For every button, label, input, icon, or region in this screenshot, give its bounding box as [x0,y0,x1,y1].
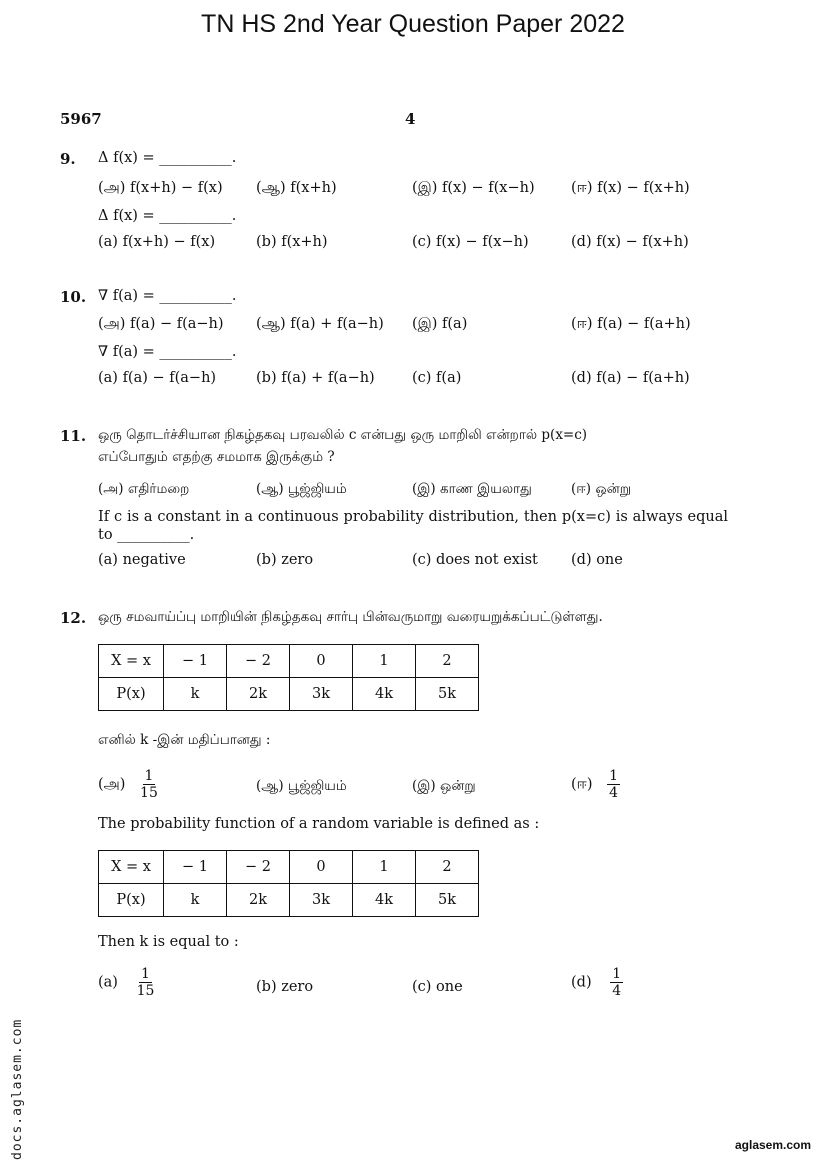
q12-option-en-c: (c) one [412,979,463,995]
q9-stem-english: Δ f(x) = __________. [98,208,237,224]
option-label: (a) [98,974,118,991]
q10-option-ta-d: (ஈ) f(a) − f(a+h) [571,316,691,332]
option-label: (d) [571,974,592,991]
table-cell: X = x [99,851,164,884]
q11-option-ta-c: (இ) காண இயலாது [412,481,532,497]
table-cell: 4k [353,884,416,917]
fraction-denominator: 15 [140,785,158,801]
fraction-denominator: 15 [136,983,155,999]
table-cell: 0 [290,645,353,678]
q12-ask-tamil: எனில் k -இன் மதிப்பானது : [98,732,271,748]
q12-option-ta-a [98,768,160,801]
question-number-9: 9. [60,150,76,168]
q11-stem-tamil-line2: எப்போதும் எதற்கு சமமாக இருக்கும் ? [98,449,335,465]
table-cell: P(x) [99,884,164,917]
q9-stem-tamil: Δ f(x) = __________. [98,150,237,166]
q9-option-en-d: (d) f(x) − f(x+h) [571,234,689,250]
paper-code: 5967 [60,110,102,128]
q11-option-en-c: (c) does not exist [412,552,538,568]
probability-table-english [98,850,479,917]
q12-stem-tamil: ஒரு சமவாய்ப்பு மாறியின் நிகழ்தகவு சார்பு பின்வருமாறு வரையறுக்கப்பட்டுள்ளது. [98,609,603,625]
table-cell: X = x [99,645,164,678]
q10-option-en-c: (c) f(a) [412,370,462,386]
q12-option-ta-b: (ஆ) பூஜ்ஜியம் [256,778,347,794]
q12-option-ta-c: (இ) ஒன்று [412,778,476,794]
table-row [99,678,479,711]
table-cell: 1 [353,851,416,884]
table-row [99,851,479,884]
q11-option-ta-a: (அ) எதிர்மறை [98,481,190,497]
q11-stem-english: If c is a constant in a continuous probability distribution, then p(x=c) is always equal to __________. [98,509,728,543]
q12-ask-english: Then k is equal to : [98,934,239,950]
q12-option-en-d [571,966,623,999]
table-cell: 1 [353,645,416,678]
q10-option-en-d: (d) f(a) − f(a+h) [571,370,690,386]
q9-option-en-b: (b) f(x+h) [256,234,328,250]
q10-option-en-a: (a) f(a) − f(a−h) [98,370,217,386]
q9-option-ta-c: (இ) f(x) − f(x−h) [412,180,535,196]
q12-option-ta-d [571,768,620,801]
page-number: 4 [405,110,416,128]
table-cell: 2 [416,851,479,884]
fraction-denominator: 4 [612,983,622,999]
q10-stem-english: ∇ f(a) = __________. [98,344,237,360]
table-row [99,645,479,678]
q12-option-en-a [98,966,156,999]
table-cell: 2k [227,884,290,917]
table-cell: 5k [416,884,479,917]
fraction [610,966,623,999]
page-header-title: TN HS 2nd Year Question Paper 2022 [201,10,625,38]
q11-option-en-a: (a) negative [98,552,186,568]
fraction-numerator: 1 [141,966,150,982]
fraction-numerator: 1 [144,768,154,784]
side-watermark: docs.aglasem.com [10,1018,25,1160]
q9-option-ta-d: (ஈ) f(x) − f(x+h) [571,180,690,196]
table-cell: k [164,678,227,711]
table-cell: 3k [290,884,353,917]
q9-option-ta-b: (ஆ) f(x+h) [256,180,337,196]
q12-stem-english: The probability function of a random variable is defined as : [98,816,540,832]
fraction [607,768,620,801]
fraction-numerator: 1 [612,966,622,982]
q10-option-ta-b: (ஆ) f(a) + f(a−h) [256,316,384,332]
fraction [138,768,160,801]
table-cell: − 1 [164,645,227,678]
q11-option-ta-b: (ஆ) பூஜ்ஜியம் [256,481,347,497]
table-cell: − 2 [227,851,290,884]
q10-option-en-b: (b) f(a) + f(a−h) [256,370,375,386]
q9-option-en-c: (c) f(x) − f(x−h) [412,234,529,250]
table-cell: 0 [290,851,353,884]
option-label: (ஈ) [571,776,593,793]
q9-option-ta-a: (அ) f(x+h) − f(x) [98,180,223,196]
question-number-10: 10. [60,288,87,306]
q10-stem-tamil: ∇ f(a) = __________. [98,288,237,304]
table-cell: − 2 [227,645,290,678]
q11-option-ta-d: (ஈ) ஒன்று [571,481,632,497]
q12-option-en-b: (b) zero [256,979,314,995]
q11-option-en-b: (b) zero [256,552,314,568]
table-cell: 2 [416,645,479,678]
table-cell: − 1 [164,851,227,884]
fraction-denominator: 4 [609,785,619,801]
option-label: (அ) [98,776,126,793]
table-cell: 3k [290,678,353,711]
q10-option-ta-c: (இ) f(a) [412,316,468,332]
fraction-numerator: 1 [609,768,619,784]
table-cell: 2k [227,678,290,711]
fraction [135,966,157,999]
q10-option-ta-a: (அ) f(a) − f(a−h) [98,316,224,332]
table-row [99,884,479,917]
q11-stem-tamil-line1: ஒரு தொடர்ச்சியான நிகழ்தகவு பரவலில் c என்பது ஒரு மாறிலி என்றால் p(x=c) [98,427,588,443]
table-cell: P(x) [99,678,164,711]
q9-option-en-a: (a) f(x+h) − f(x) [98,234,216,250]
table-cell: 4k [353,678,416,711]
question-number-12: 12. [60,609,87,627]
probability-table-tamil [98,644,479,711]
question-number-11: 11. [60,427,87,445]
table-cell: 5k [416,678,479,711]
q11-option-en-d: (d) one [571,552,623,568]
footer-watermark: aglasem.com [735,1138,812,1152]
table-cell: k [164,884,227,917]
